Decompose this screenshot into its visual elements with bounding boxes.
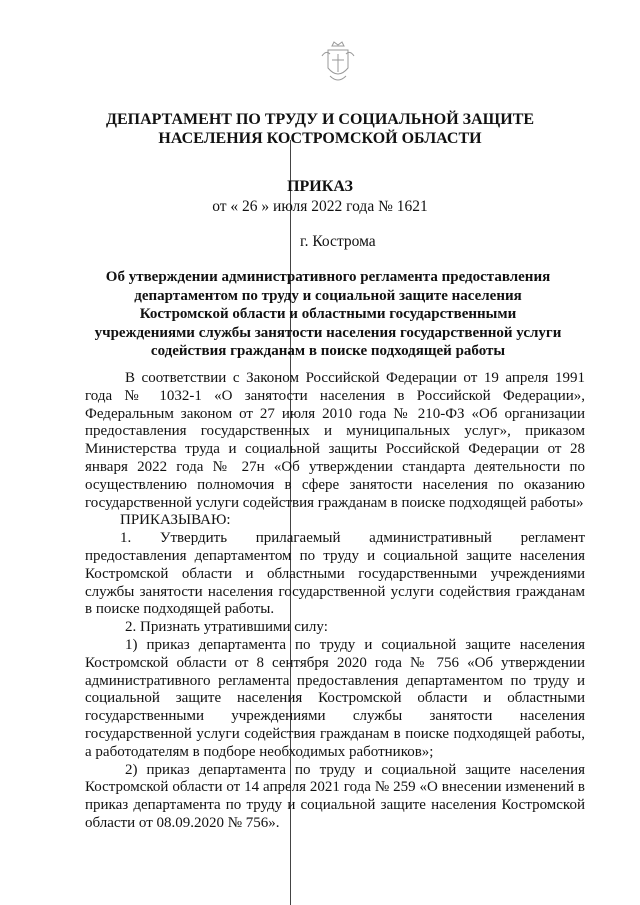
preamble-paragraph: В соответствии с Законом Российской Федерации от 19 апреля 1991 года № 1032-1 «О занятости населения в Российской Федерации», Федеральным законом от 27 июля 2010 года № 210-ФЗ «Об организации предоставления государственных и муниципальных услуг», приказом Министерства труда и социальной защиты Российской Федерации от 28 января 2022 года № 27н «Об утверждении стандарта деятельности по осуществлению полномочия в сфере занятости населения по оказанию государственной услуги содействия гражданам в поиске подходящей работы»: [85, 370, 585, 511]
department-name-line1: ДЕПАРТАМЕНТ ПО ТРУДУ И СОЦИАЛЬНОЙ ЗАЩИТЕ: [105, 111, 535, 128]
document-type: ПРИКАЗ: [287, 178, 353, 195]
document-body: [85, 370, 585, 833]
item-2-2-paragraph: 2) приказ департамента по труду и социальной защите населения Костромской области от 14 апреля 2021 года № 259 «О внесении изменений в приказ департамента по труду и социальной защите населения Костромской области от 08.09.2020 № 756».: [85, 761, 585, 831]
department-name-line2: НАСЕЛЕНИЯ КОСТРОМСКОЙ ОБЛАСТИ: [158, 130, 482, 147]
item-1-paragraph: 1. Утвердить прилагаемый административный регламент предоставления департаментом по труду и социальной защите населения Костромской области и областными государственными учреждениями службы занятости населения государственной услуги содействия гражданам в поиске подходящей работы.: [85, 530, 585, 618]
document-title: Об утверждении административного регламента предоставления департаментом по труду и социальной защите населения Костромской области и областными государственными учреждениями службы занятости населения государственной услуги содействия гражданам в поиске подходящей работы: [94, 269, 562, 359]
coat-of-arms-emblem: [318, 38, 358, 86]
document-city: г. Кострома: [300, 233, 376, 250]
document-date-number: от « 26 » июля 2022 года № 1621: [212, 198, 428, 215]
department-name: [0, 110, 640, 148]
item-2-paragraph: 2. Признать утратившими силу:: [125, 619, 328, 636]
item-2-1-paragraph: 1) приказ департамента по труду и социальной защите населения Костромской области от 8 сентября 2020 года № 756 «Об утверждении административного регламента предоставления департаментом по труду и социальной защите населения Костромской области и областными государственными учреждениями службы занятости населения государственной услуги содействия гражданам в поиске подходящей работы, а работодателям в подборе необходимых работников»;: [85, 636, 585, 760]
order-word: ПРИКАЗЫВАЮ:: [120, 512, 231, 529]
